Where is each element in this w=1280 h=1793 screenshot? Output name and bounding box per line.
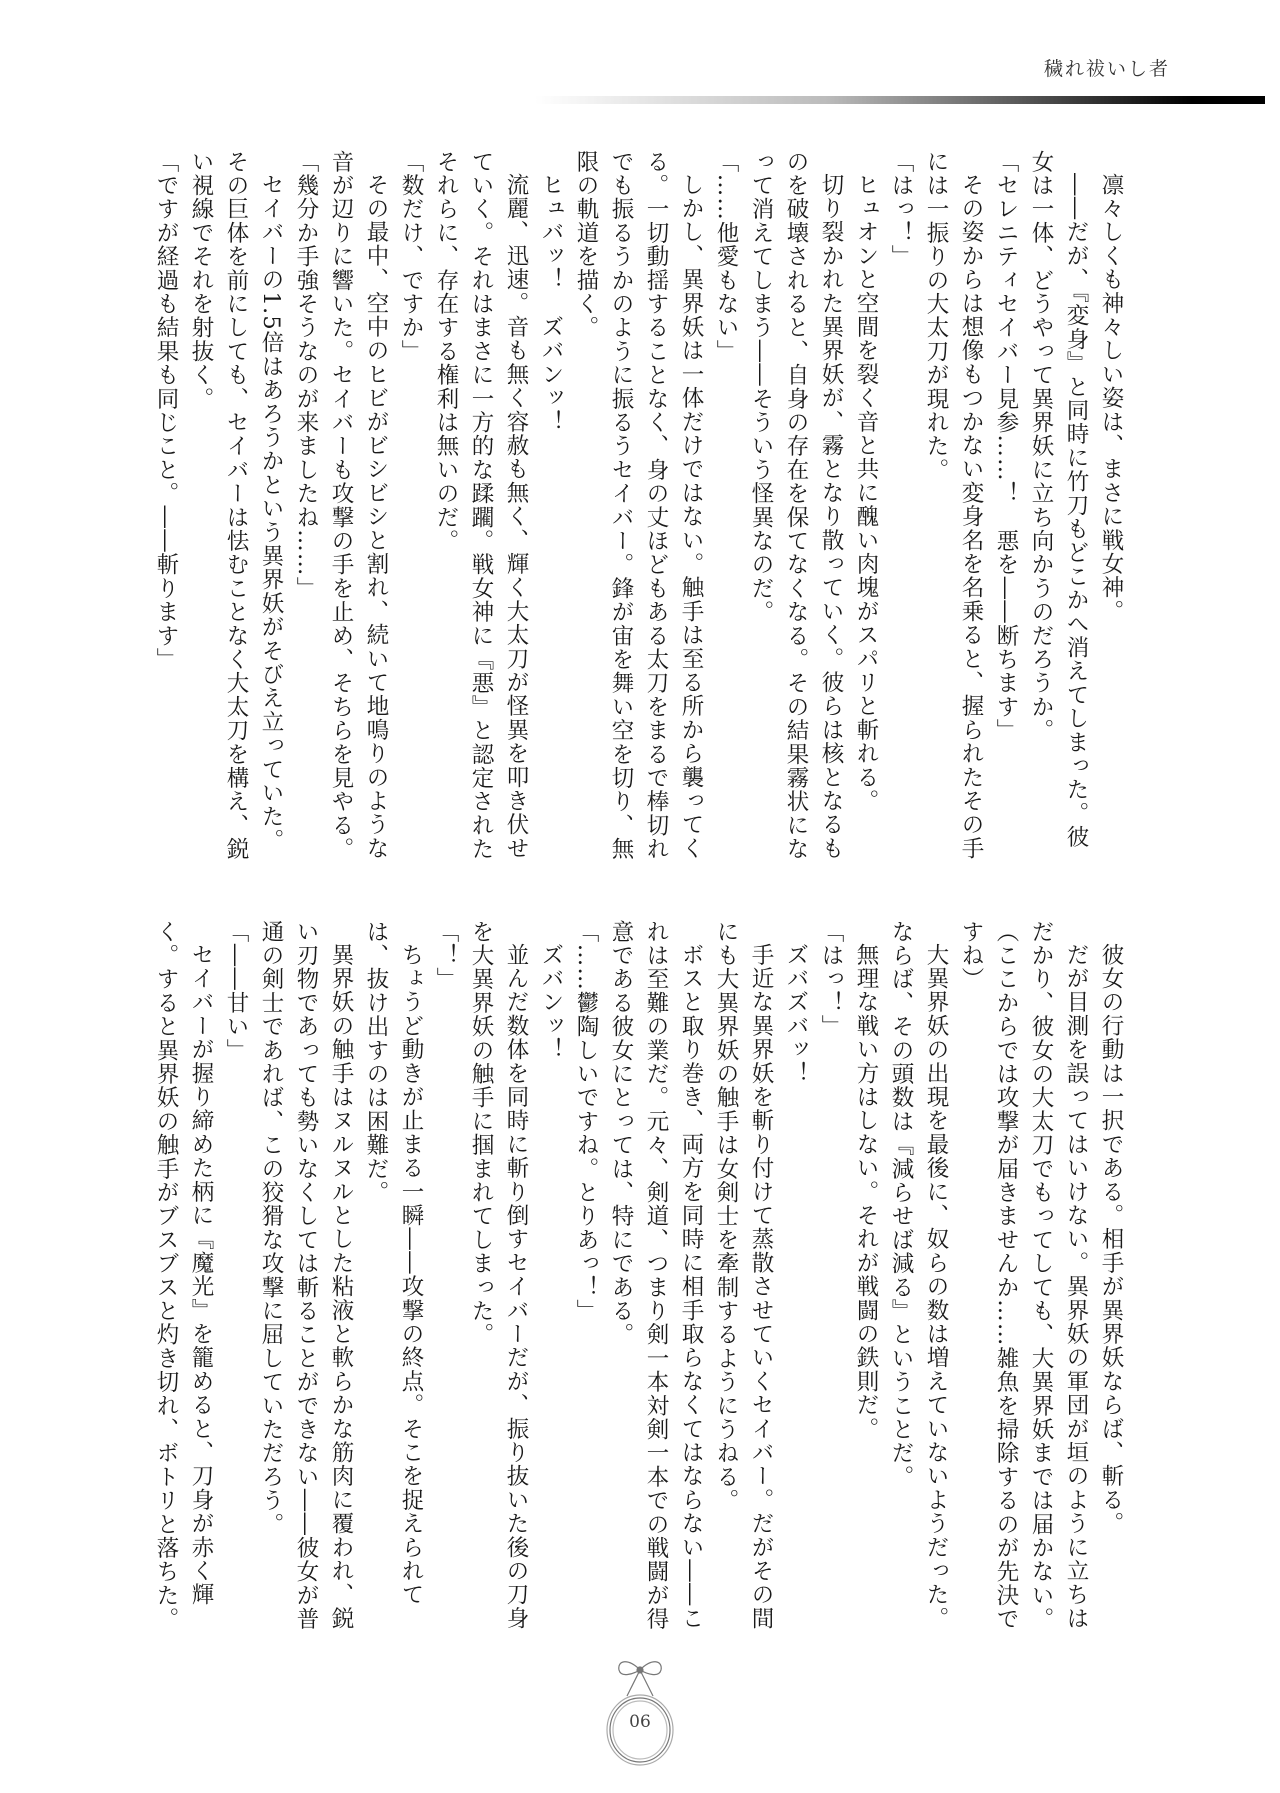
paragraph: 「……他愛もない」 xyxy=(713,150,739,364)
paragraph: 手近な異界妖を斬り付けて蒸散させていくセイバー。だがその間にも大異界妖の触手は女剣士を牽制するようにうねる。 xyxy=(713,920,774,1630)
paragraph: ヒュバッ！ ズバンッ！ xyxy=(538,172,564,434)
paragraph: 流麗、迅速。音も無く容赦も無く、輝く大太刀が怪異を叩き伏せていく。それはまさに一方的な蹂躙。戦女神に『悪』と認定されたそれらに、存在する権利は無いのだ。 xyxy=(433,150,529,861)
paragraph: セイバーが握り締めた柄に『魔光』を籠めると、刀身が赤く輝く。すると異界妖の触手がブスブスと灼き切れ、ボトリと落ちた。 xyxy=(153,920,214,1631)
paragraph: セイバーの1.5倍はあろうかという異界妖がそびえ立っていた。その巨体を前にしても、セイバーは怯むことなく大太刀を構え、鋭い視線でそれを射抜く。 xyxy=(188,150,284,861)
lower-text-column xyxy=(128,920,1128,1648)
paragraph: 「幾分か手強そうなのが来ましたね……」 xyxy=(293,150,319,601)
paragraph: 「数だけ、ですか」 xyxy=(398,150,424,364)
paragraph: 「――甘い」 xyxy=(223,920,249,1063)
page-number: 06 xyxy=(629,1712,651,1732)
paragraph: 「セレニティセイバー見参……！ 悪を――断ちます」 xyxy=(993,150,1019,743)
paragraph: 「はっ！」 xyxy=(818,920,844,1039)
paragraph: 「……鬱陶しいですね。とりあっ！」 xyxy=(573,920,599,1323)
page-number-ornament xyxy=(595,1652,685,1772)
paragraph: （ここからでは攻撃が届きませんか……雑魚を掃除するのが先決ですね） xyxy=(958,920,1019,1631)
header-rule xyxy=(535,96,1265,104)
paragraph: ズバンッ！ xyxy=(538,942,564,1061)
paragraph: 「ですが経過も結果も同じこと。――斬ります」 xyxy=(153,150,179,672)
paragraph: 無理な戦い方はしない。それが戦闘の鉄則だ。 xyxy=(853,942,879,1441)
paragraph: その最中、空中のヒビがビシビシと割れ、続いて地鳴りのような音が辺りに響いた。セイバーも攻撃の手を止め、そちらを見やる。 xyxy=(328,150,389,861)
paragraph: ヒュオンと空間を裂く音と共に醜い肉塊がスパリと斬れる。 xyxy=(853,172,879,813)
paragraph: 並んだ数体を同時に斬り倒すセイバーだが、振り抜いた後の刀身を大異界妖の触手に掴まれてしまった。 xyxy=(468,920,529,1630)
paragraph: 大異界妖の出現を最後に、奴らの数は増えていないようだった。ならば、その頭数は『減らせば減る』ということだ。 xyxy=(888,920,949,1630)
paragraph: 「！」 xyxy=(433,920,459,992)
paragraph: 切り裂かれた異界妖が、霧となり散っていく。彼らは核となるものを破壊されると、自身の存在を保てなくなる。その結果霧状になって消えてしまう――そういう怪異なのだ。 xyxy=(748,150,844,861)
paragraph: 「はっ！」 xyxy=(888,150,914,269)
paragraph: しかし、異界妖は一体だけではない。触手は至る所から襲ってくる。一切動揺することなく、身の丈ほどもある太刀をまるで棒切れでも振るうかのように振るうセイバー。鋒が宙を舞い空を切り、無限の軌道を描く。 xyxy=(573,150,704,862)
paragraph: だが目測を誤ってはいけない。異界妖の軍団が垣のように立ちはだかり、彼女の大太刀でもってしても、大異界妖までは届かない。 xyxy=(1028,920,1089,1631)
paragraph: ――だが、『変身』と同時に竹刀もどこかへ消えてしまった。彼女は一体、どうやって異界妖に立ち向かうのだろうか。 xyxy=(1028,150,1089,849)
paragraph: ボスと取り巻き、両方を同時に相手取らなくてはならない――これは至難の業だ。元々、剣道、つまり剣一本対剣一本での戦闘が得意である彼女にとっては、特にである。 xyxy=(608,920,704,1631)
paragraph: その姿からは想像もつかない変身名を名乗ると、握られたその手には一振りの大太刀が現れた。 xyxy=(923,150,984,860)
upper-text-column xyxy=(128,150,1128,872)
running-header-title: 穢れ祓いし者 xyxy=(1043,58,1170,80)
paragraph: ズバズバッ！ xyxy=(783,942,809,1085)
paragraph: 凛々しくも神々しい姿は、まさに戦女神。 xyxy=(1098,172,1124,623)
paragraph: 異界妖の触手はヌルヌルとした粘液と軟らかな筋肉に覆われ、鋭い刃物であっても勢いなくしては斬ることができない――彼女が普通の剣士であれば、この狡猾な攻撃に屈していただろう。 xyxy=(258,920,354,1631)
paragraph: 彼女の行動は一択である。相手が異界妖ならば、斬る。 xyxy=(1098,942,1124,1535)
paragraph: ちょうど動きが止まる一瞬――攻撃の終点。そこを捉えられては、抜け出すのは困難だ。 xyxy=(363,920,424,1607)
